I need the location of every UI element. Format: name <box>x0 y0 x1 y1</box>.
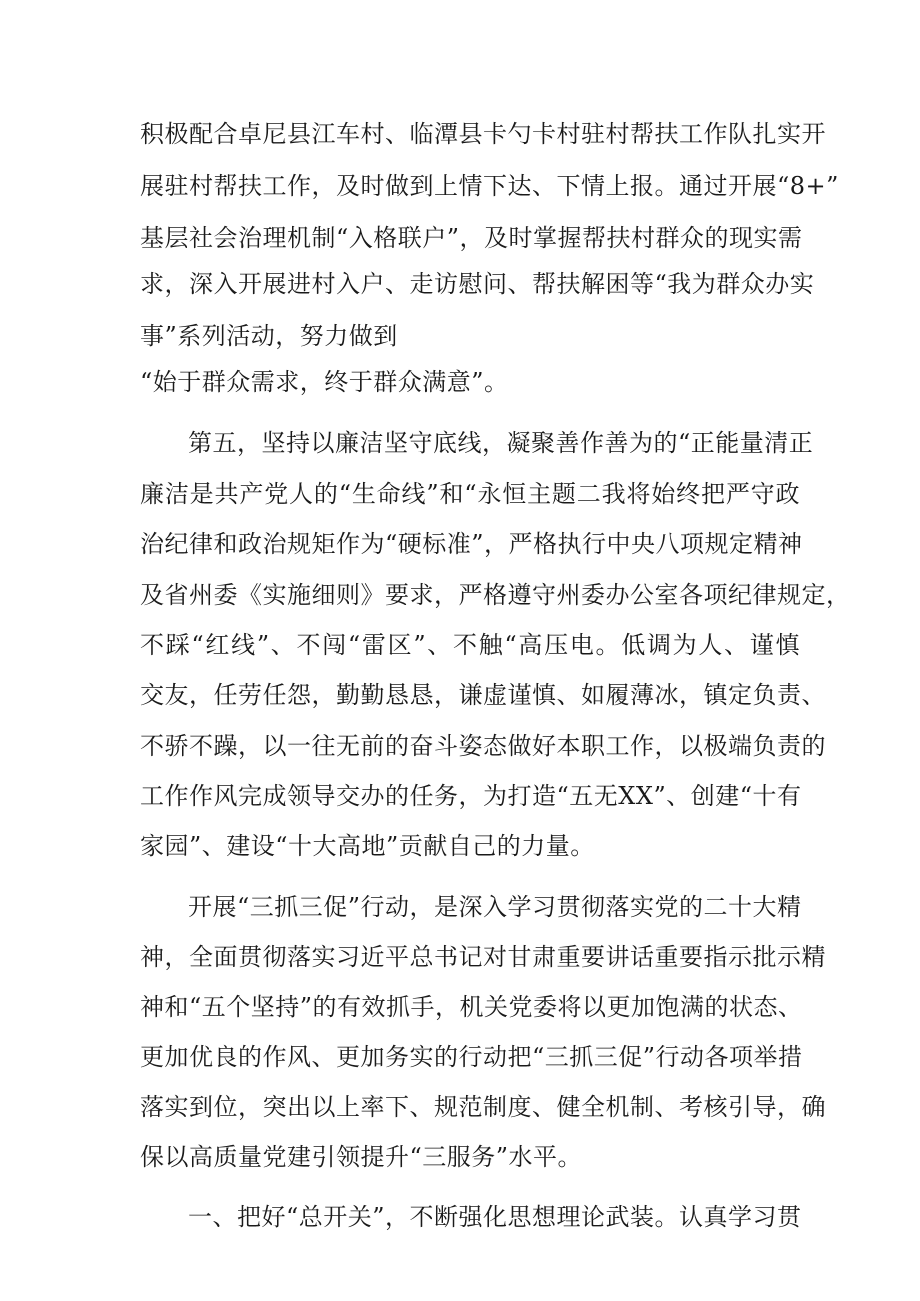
text-line-1: 积极配合卓尼县江车村、临潭县卡勺卡村驻村帮扶工作队扎实开 <box>140 120 826 148</box>
text-line-8: 廉洁是共产党人的“生命线”和“永恒主题二我将始终把严守政 <box>140 480 800 508</box>
text-line-2: 展驻村帮扶工作，及时做到上情下达、下情上报。通过开展“8+” <box>140 172 839 200</box>
text-line-19: 更加优良的作风、更加务实的行动把“三抓三促”行动各项举措 <box>140 1043 803 1071</box>
text-line-17: 神，全面贯彻落实习近平总书记对甘肃重要讲话重要指示批示精 <box>140 943 826 971</box>
text-line-13: 不骄不躁，以一往无前的奋斗姿态做好本职工作，以极端负责的 <box>140 732 826 760</box>
text-line-12: 交友，任劳任怨，勤勤恳恳，谦虚谨慎、如履薄冰，镇定负责、 <box>140 681 826 709</box>
text-line-18: 神和“五个坚持”的有效抓手，机关党委将以更加饱满的状态、 <box>140 993 803 1021</box>
text-line-9: 治纪律和政治规矩作为“硬标准”，严格执行中央八项规定精神 <box>140 530 803 558</box>
text-line-11: 不踩“红线”、不闯“雷区”、不触“高压电。低调为人、谨慎 <box>140 631 800 659</box>
text-line-20: 落实到位，突出以上率下、规范制度、健全机制、考核引导，确 <box>140 1093 826 1121</box>
text-line-21: 保以高质量党建引领提升“三服务”水平。 <box>140 1143 583 1171</box>
text-line-4: 求，深入开展进村入户、走访慰问、帮扶解困等“我为群众办实 <box>140 270 815 298</box>
text-line-16: 开展“三抓三促”行动，是深入学习贯彻落实党的二十大精 <box>188 893 802 921</box>
text-line-5: 事”系列活动，努力做到 <box>140 322 398 350</box>
text-line-10: 及省州委《实施细则》要求，严格遵守州委办公室各项纪律规定， <box>140 581 851 609</box>
text-line-15: 家园”、建设“十大高地”贡献自己的力量。 <box>140 832 595 860</box>
text-line-6: “始于群众需求，终于群众满意”。 <box>140 368 509 396</box>
text-line-3: 基层社会治理机制“入格联户”，及时掌握帮扶村群众的现实需 <box>140 224 803 252</box>
text-line-14: 工作作风完成领导交办的任务，为打造“五无XX”、创建“十有 <box>140 782 802 810</box>
text-line-7: 第五，坚持以廉洁坚守底线，凝聚善作善为的“正能量清正 <box>188 429 814 457</box>
text-line-22: 一、把好“总开关”，不断强化思想理论武装。认真学习贯 <box>188 1203 802 1231</box>
